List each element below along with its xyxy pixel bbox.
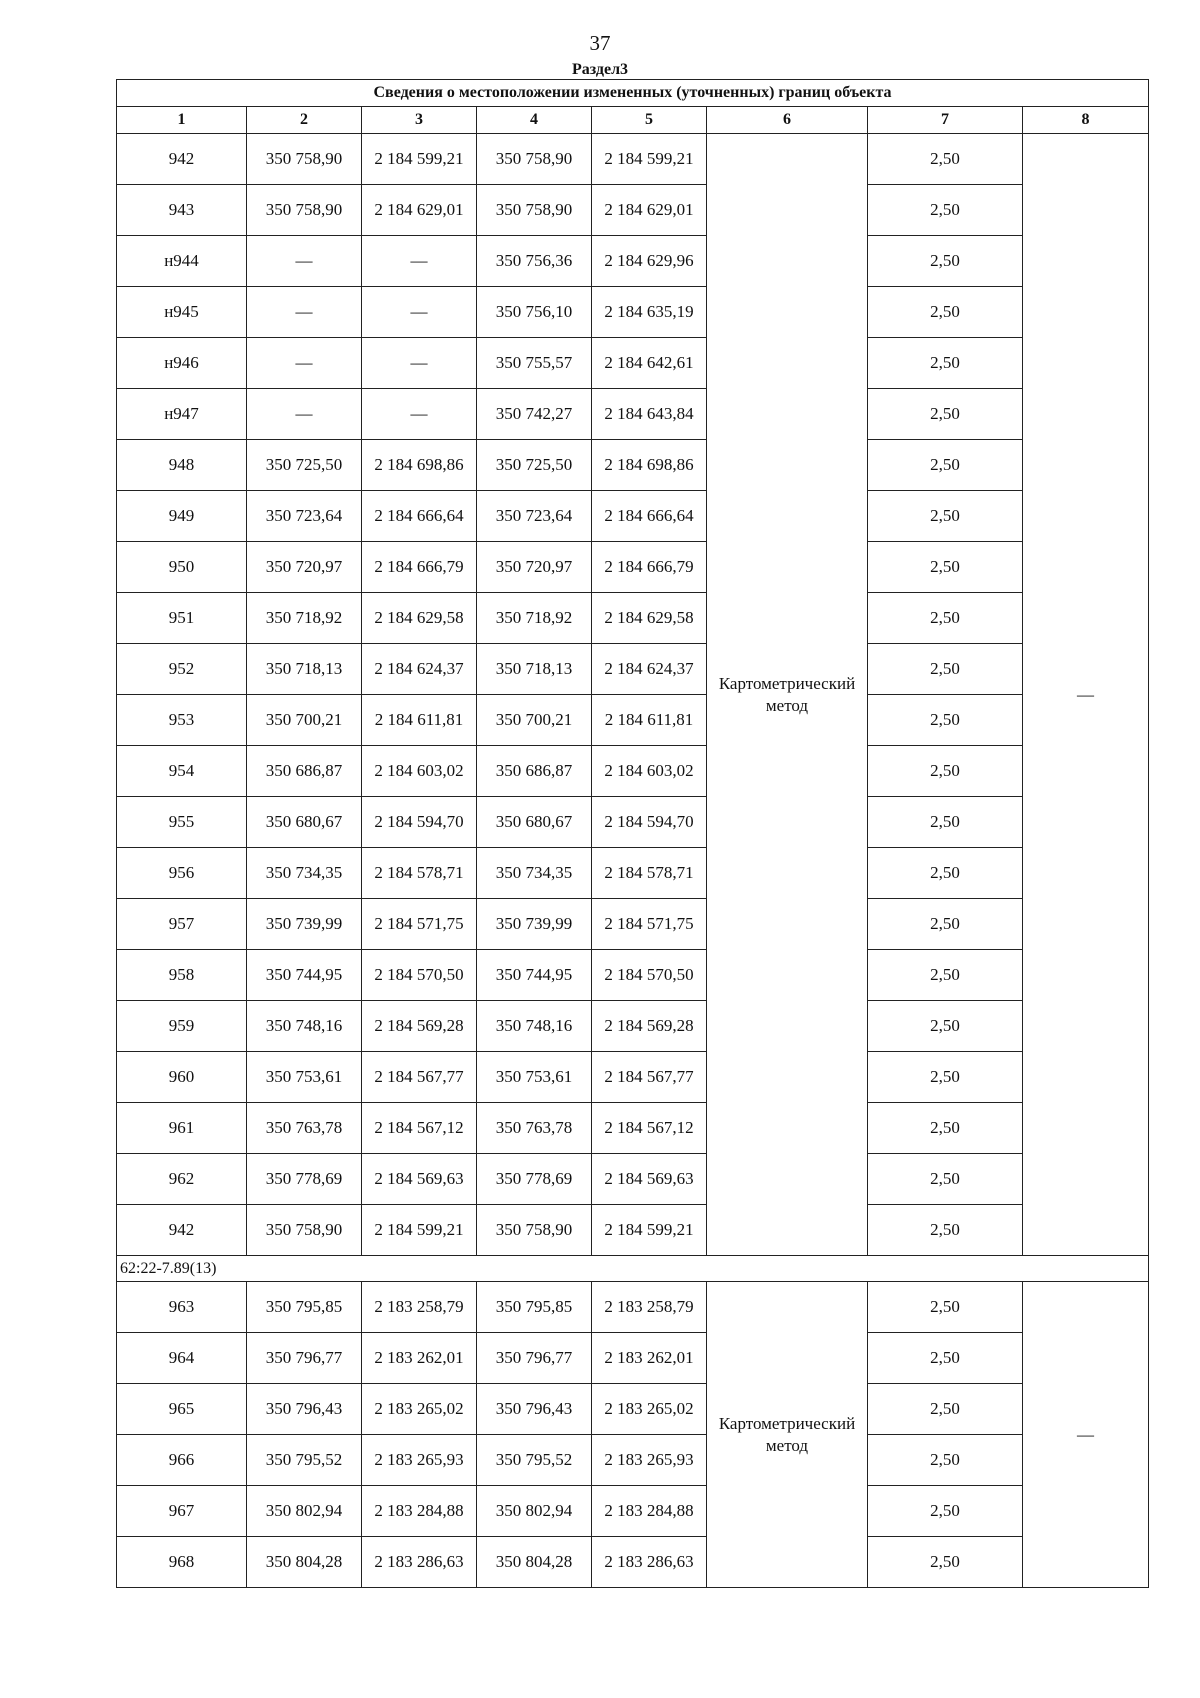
table-row bbox=[117, 1435, 1149, 1486]
table-cell: 954 bbox=[117, 746, 247, 797]
table-cell: 2 184 569,63 bbox=[362, 1154, 477, 1205]
table-cell: 350 734,35 bbox=[477, 848, 592, 899]
table-cell: 949 bbox=[117, 491, 247, 542]
table-cell: 2 184 624,37 bbox=[592, 644, 707, 695]
table-cell: 2 183 265,02 bbox=[362, 1384, 477, 1435]
table-cell: 350 802,94 bbox=[247, 1486, 362, 1537]
table-row bbox=[117, 287, 1149, 338]
table-cell: 2 184 629,96 bbox=[592, 236, 707, 287]
table-cell: 2 184 629,01 bbox=[362, 185, 477, 236]
table-row bbox=[117, 899, 1149, 950]
table-cell: 964 bbox=[117, 1333, 247, 1384]
table-row bbox=[117, 1486, 1149, 1537]
table-cell: 350 796,43 bbox=[247, 1384, 362, 1435]
table-cell: 2,50 bbox=[868, 644, 1023, 695]
column-header: 2 bbox=[247, 107, 362, 134]
column-header: 8 bbox=[1023, 107, 1149, 134]
table-cell: 951 bbox=[117, 593, 247, 644]
table-cell: 350 778,69 bbox=[477, 1154, 592, 1205]
table-cell: 953 bbox=[117, 695, 247, 746]
table-cell: 2,50 bbox=[868, 1333, 1023, 1384]
table-cell: 2 184 578,71 bbox=[592, 848, 707, 899]
table-cell: 350 756,10 bbox=[477, 287, 592, 338]
column-8-cell: — bbox=[1023, 1282, 1149, 1588]
table-cell: 2 184 567,77 bbox=[592, 1052, 707, 1103]
table-cell: 2 184 603,02 bbox=[592, 746, 707, 797]
table-cell: 2 184 698,86 bbox=[362, 440, 477, 491]
table-row bbox=[117, 1384, 1149, 1435]
column-header: 4 bbox=[477, 107, 592, 134]
table-cell: 350 720,97 bbox=[477, 542, 592, 593]
table-cell: 2,50 bbox=[868, 848, 1023, 899]
table-cell: 2 184 666,64 bbox=[362, 491, 477, 542]
table-cell: 350 718,13 bbox=[247, 644, 362, 695]
table-cell: 952 bbox=[117, 644, 247, 695]
table-cell: н945 bbox=[117, 287, 247, 338]
table-cell: 2 183 284,88 bbox=[592, 1486, 707, 1537]
table-cell: 968 bbox=[117, 1537, 247, 1588]
table-row bbox=[117, 185, 1149, 236]
table-cell: 2,50 bbox=[868, 797, 1023, 848]
table-cell: 961 bbox=[117, 1103, 247, 1154]
table-row bbox=[117, 1103, 1149, 1154]
table-cell: 350 756,36 bbox=[477, 236, 592, 287]
table-cell: 2 184 642,61 bbox=[592, 338, 707, 389]
table-cell: 2 184 594,70 bbox=[592, 797, 707, 848]
table-cell: 350 804,28 bbox=[247, 1537, 362, 1588]
table-cell: 2 184 567,77 bbox=[362, 1052, 477, 1103]
table-cell: 2,50 bbox=[868, 338, 1023, 389]
table-cell: 2,50 bbox=[868, 1384, 1023, 1435]
table-cell: 350 739,99 bbox=[247, 899, 362, 950]
table-cell: 350 758,90 bbox=[247, 134, 362, 185]
table-cell: 2 184 599,21 bbox=[362, 1205, 477, 1256]
group-label: 62:22-7.89(13) bbox=[117, 1256, 1149, 1282]
column-header: 6 bbox=[707, 107, 868, 134]
table-cell: 2 184 599,21 bbox=[592, 134, 707, 185]
table-cell: — bbox=[362, 389, 477, 440]
table-cell: 350 680,67 bbox=[247, 797, 362, 848]
table-cell: — bbox=[362, 287, 477, 338]
table-cell: 2,50 bbox=[868, 593, 1023, 644]
table-cell: 2 183 258,79 bbox=[592, 1282, 707, 1333]
column-8-cell: — bbox=[1023, 134, 1149, 1256]
table-row bbox=[117, 491, 1149, 542]
table-cell: 350 795,52 bbox=[477, 1435, 592, 1486]
table-cell: 350 734,35 bbox=[247, 848, 362, 899]
table-cell: 2 184 599,21 bbox=[592, 1205, 707, 1256]
table-cell: 960 bbox=[117, 1052, 247, 1103]
table-cell: 2,50 bbox=[868, 1435, 1023, 1486]
table-caption: Сведения о местоположении измененных (уточненных) границ объекта bbox=[117, 80, 1149, 107]
table-row bbox=[117, 746, 1149, 797]
table-cell: 2 184 643,84 bbox=[592, 389, 707, 440]
table-cell: 350 680,67 bbox=[477, 797, 592, 848]
table-cell: 943 bbox=[117, 185, 247, 236]
table-cell: н946 bbox=[117, 338, 247, 389]
table-cell: 350 802,94 bbox=[477, 1486, 592, 1537]
table-cell: 350 795,85 bbox=[247, 1282, 362, 1333]
table-cell: 350 755,57 bbox=[477, 338, 592, 389]
table-cell: 2 184 624,37 bbox=[362, 644, 477, 695]
table-cell: 2 184 629,01 bbox=[592, 185, 707, 236]
table-cell: 959 bbox=[117, 1001, 247, 1052]
table-cell: 350 758,90 bbox=[477, 185, 592, 236]
table-cell: 2 184 571,75 bbox=[362, 899, 477, 950]
table-cell: — bbox=[362, 236, 477, 287]
table-cell: 350 778,69 bbox=[247, 1154, 362, 1205]
table-cell: — bbox=[247, 389, 362, 440]
table-cell: 956 bbox=[117, 848, 247, 899]
table-cell: 957 bbox=[117, 899, 247, 950]
table-row bbox=[117, 1282, 1149, 1333]
table-cell: 2,50 bbox=[868, 1052, 1023, 1103]
table-cell: 350 700,21 bbox=[247, 695, 362, 746]
table-cell: 2 183 265,93 bbox=[592, 1435, 707, 1486]
table-cell: 942 bbox=[117, 134, 247, 185]
table-cell: 2 184 571,75 bbox=[592, 899, 707, 950]
table-row bbox=[117, 389, 1149, 440]
table-row bbox=[117, 950, 1149, 1001]
table-cell: 2,50 bbox=[868, 1103, 1023, 1154]
table-cell: 350 763,78 bbox=[247, 1103, 362, 1154]
table-cell: 2 183 262,01 bbox=[592, 1333, 707, 1384]
table-cell: 2,50 bbox=[868, 542, 1023, 593]
table-cell: 2,50 bbox=[868, 1154, 1023, 1205]
table-cell: 963 bbox=[117, 1282, 247, 1333]
table-cell: 350 723,64 bbox=[477, 491, 592, 542]
table-cell: 2 184 629,58 bbox=[592, 593, 707, 644]
table-cell: 350 720,97 bbox=[247, 542, 362, 593]
table-cell: 2,50 bbox=[868, 389, 1023, 440]
table-cell: 2,50 bbox=[868, 746, 1023, 797]
table-row bbox=[117, 1333, 1149, 1384]
table-cell: 350 718,92 bbox=[247, 593, 362, 644]
table-cell: 2 184 635,19 bbox=[592, 287, 707, 338]
table-cell: 950 bbox=[117, 542, 247, 593]
method-cell: Картометрический метод bbox=[707, 134, 868, 1256]
page-number: 37 bbox=[589, 31, 611, 55]
table-cell: 958 bbox=[117, 950, 247, 1001]
table-cell: — bbox=[247, 287, 362, 338]
table-cell: 2 184 599,21 bbox=[362, 134, 477, 185]
table-cell: 350 748,16 bbox=[247, 1001, 362, 1052]
table-cell: 966 bbox=[117, 1435, 247, 1486]
table-cell: 942 bbox=[117, 1205, 247, 1256]
table-cell: 2,50 bbox=[868, 440, 1023, 491]
table-cell: 350 804,28 bbox=[477, 1537, 592, 1588]
table-cell: 350 723,64 bbox=[247, 491, 362, 542]
table-cell: 2 184 569,28 bbox=[362, 1001, 477, 1052]
column-header: 1 bbox=[117, 107, 247, 134]
table-cell: 2,50 bbox=[868, 899, 1023, 950]
table-cell: 2,50 bbox=[868, 1205, 1023, 1256]
table-cell: 2 184 578,71 bbox=[362, 848, 477, 899]
table-cell: 2 184 567,12 bbox=[362, 1103, 477, 1154]
table-cell: — bbox=[247, 338, 362, 389]
table-cell: 350 686,87 bbox=[247, 746, 362, 797]
table-cell: 350 748,16 bbox=[477, 1001, 592, 1052]
table-cell: н947 bbox=[117, 389, 247, 440]
table-cell: 2 184 569,63 bbox=[592, 1154, 707, 1205]
table-cell: 350 753,61 bbox=[477, 1052, 592, 1103]
table-cell: 2 184 666,64 bbox=[592, 491, 707, 542]
table-cell: 2 184 567,12 bbox=[592, 1103, 707, 1154]
table-cell: 350 742,27 bbox=[477, 389, 592, 440]
table-cell: 2 184 611,81 bbox=[592, 695, 707, 746]
table-cell: 2,50 bbox=[868, 950, 1023, 1001]
table-row bbox=[117, 542, 1149, 593]
table-cell: 2 183 286,63 bbox=[592, 1537, 707, 1588]
section-title: Раздел3 bbox=[571, 61, 629, 78]
table-cell: 350 758,90 bbox=[477, 1205, 592, 1256]
table-cell: н944 bbox=[117, 236, 247, 287]
table-cell: 2 184 629,58 bbox=[362, 593, 477, 644]
table-row bbox=[117, 134, 1149, 185]
table-cell: 350 718,92 bbox=[477, 593, 592, 644]
table-row bbox=[117, 1537, 1149, 1588]
table-cell: 2 184 570,50 bbox=[362, 950, 477, 1001]
table-cell: 2,50 bbox=[868, 1537, 1023, 1588]
table-cell: 967 bbox=[117, 1486, 247, 1537]
group-header-row bbox=[117, 1256, 1149, 1282]
table-row bbox=[117, 593, 1149, 644]
table-row bbox=[117, 440, 1149, 491]
table-row bbox=[117, 797, 1149, 848]
column-header: 7 bbox=[868, 107, 1023, 134]
table-row bbox=[117, 1001, 1149, 1052]
table-row bbox=[117, 644, 1149, 695]
table-cell: 350 744,95 bbox=[477, 950, 592, 1001]
table-cell: 2 184 698,86 bbox=[592, 440, 707, 491]
table-cell: 2,50 bbox=[868, 1001, 1023, 1052]
table-cell: 2 183 258,79 bbox=[362, 1282, 477, 1333]
table-cell: 2,50 bbox=[868, 695, 1023, 746]
table-cell: 965 bbox=[117, 1384, 247, 1435]
table-cell: 2 184 666,79 bbox=[362, 542, 477, 593]
table-row bbox=[117, 695, 1149, 746]
table-cell: 2 184 570,50 bbox=[592, 950, 707, 1001]
table-cell: 350 725,50 bbox=[247, 440, 362, 491]
table-cell: 2 184 569,28 bbox=[592, 1001, 707, 1052]
table-cell: 2 184 603,02 bbox=[362, 746, 477, 797]
method-cell: Картометрический метод bbox=[707, 1282, 868, 1588]
table-cell: 2 184 594,70 bbox=[362, 797, 477, 848]
table-cell: 350 758,90 bbox=[477, 134, 592, 185]
table-cell: 955 bbox=[117, 797, 247, 848]
table-cell: — bbox=[247, 236, 362, 287]
table-cell: 350 744,95 bbox=[247, 950, 362, 1001]
table-row bbox=[117, 1052, 1149, 1103]
table-row bbox=[117, 848, 1149, 899]
table-cell: 2 184 666,79 bbox=[592, 542, 707, 593]
table-row bbox=[117, 236, 1149, 287]
table-cell: 350 795,52 bbox=[247, 1435, 362, 1486]
table-cell: 350 796,77 bbox=[477, 1333, 592, 1384]
table-row bbox=[117, 1154, 1149, 1205]
table-cell: 350 763,78 bbox=[477, 1103, 592, 1154]
table-cell: 948 bbox=[117, 440, 247, 491]
column-header: 3 bbox=[362, 107, 477, 134]
table-cell: 2 183 286,63 bbox=[362, 1537, 477, 1588]
table-cell: — bbox=[362, 338, 477, 389]
table-cell: 2,50 bbox=[868, 1486, 1023, 1537]
table-cell: 2 183 262,01 bbox=[362, 1333, 477, 1384]
table-cell: 350 796,43 bbox=[477, 1384, 592, 1435]
table-cell: 2,50 bbox=[868, 287, 1023, 338]
table-cell: 2 183 265,93 bbox=[362, 1435, 477, 1486]
table-cell: 350 758,90 bbox=[247, 1205, 362, 1256]
table-cell: 350 753,61 bbox=[247, 1052, 362, 1103]
table-cell: 350 796,77 bbox=[247, 1333, 362, 1384]
coordinates-table bbox=[116, 79, 1149, 1588]
table-cell: 350 739,99 bbox=[477, 899, 592, 950]
table-cell: 2 183 284,88 bbox=[362, 1486, 477, 1537]
table-cell: 350 718,13 bbox=[477, 644, 592, 695]
table-row bbox=[117, 338, 1149, 389]
table-cell: 2,50 bbox=[868, 236, 1023, 287]
table-cell: 350 758,90 bbox=[247, 185, 362, 236]
table-cell: 350 686,87 bbox=[477, 746, 592, 797]
table-cell: 2,50 bbox=[868, 491, 1023, 542]
table-cell: 2 184 611,81 bbox=[362, 695, 477, 746]
table-cell: 2,50 bbox=[868, 134, 1023, 185]
table-cell: 350 795,85 bbox=[477, 1282, 592, 1333]
table-cell: 350 725,50 bbox=[477, 440, 592, 491]
table-cell: 2 183 265,02 bbox=[592, 1384, 707, 1435]
column-header: 5 bbox=[592, 107, 707, 134]
table-cell: 2,50 bbox=[868, 1282, 1023, 1333]
table-row bbox=[117, 1205, 1149, 1256]
column-header-row bbox=[117, 107, 1149, 134]
table-cell: 2,50 bbox=[868, 185, 1023, 236]
table-cell: 962 bbox=[117, 1154, 247, 1205]
table-cell: 350 700,21 bbox=[477, 695, 592, 746]
